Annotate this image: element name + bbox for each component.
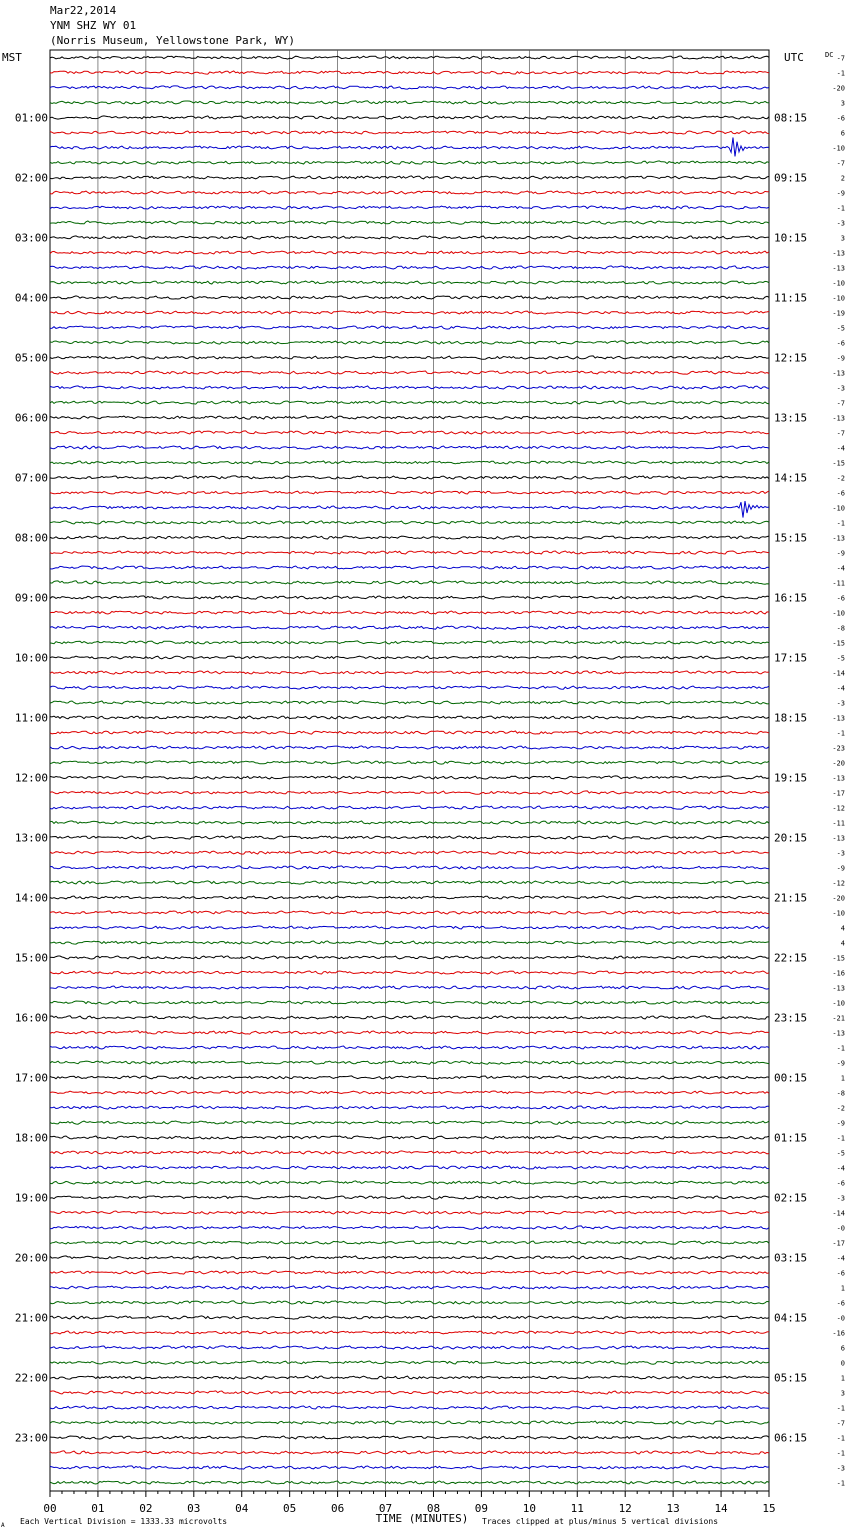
dc-offset-label: 1: [840, 1284, 845, 1293]
hour-label-mst: 10:00: [14, 651, 48, 665]
trace-line: [50, 131, 769, 134]
trace-line: [50, 956, 769, 959]
x-tick-label: 11: [570, 1502, 584, 1515]
dc-offset-label: -6: [836, 1269, 845, 1278]
trace-line: [50, 161, 769, 164]
trace-line: [50, 1376, 769, 1379]
hour-label-utc: 23:15: [774, 1011, 808, 1025]
dc-offset-label: -16: [832, 969, 845, 978]
hour-label-mst: 09:00: [14, 591, 48, 605]
hour-label-utc: 05:15: [774, 1371, 808, 1385]
trace-line: [50, 536, 769, 539]
trace-line: [50, 716, 769, 719]
trace-line: [50, 1256, 769, 1259]
traces: [50, 56, 769, 1484]
x-tick-label: 08: [426, 1502, 441, 1515]
dc-offset-label: -3: [836, 849, 845, 858]
trace-line: [50, 896, 769, 899]
x-tick-label: 15: [762, 1502, 776, 1515]
dc-offset-label: -1: [836, 1044, 845, 1053]
trace-line: [50, 221, 769, 224]
dc-offset-label: -0: [836, 1314, 845, 1323]
trace-line: [50, 566, 769, 569]
corner-mark: A: [1, 1522, 5, 1529]
dc-offset-label: -1: [836, 1404, 845, 1413]
trace-line: [50, 86, 769, 89]
dc-offset-label: -8: [836, 624, 845, 633]
trace-line: [50, 116, 769, 119]
hour-label-mst: 02:00: [14, 171, 48, 185]
dc-offset-label: -20: [832, 84, 845, 93]
dc-offset-label: -7: [836, 429, 845, 438]
trace-line: [50, 1031, 769, 1034]
x-tick-label: 10: [522, 1502, 536, 1515]
hour-label-utc: 06:15: [774, 1431, 808, 1445]
trace-line: [50, 1466, 769, 1469]
header-station: YNM SHZ WY 01: [50, 19, 137, 32]
hour-label-utc: 11:15: [774, 291, 808, 305]
dc-offset-label: 6: [840, 1344, 845, 1353]
dc-offset-label: -13: [832, 1029, 845, 1038]
dc-offset-label: -10: [832, 999, 845, 1008]
dc-offset-label: -2: [836, 1104, 845, 1113]
trace-line: [50, 791, 769, 794]
dc-offset-label: -12: [832, 879, 845, 888]
dc-offset-label: -6: [836, 1299, 845, 1308]
dc-offset-label: -14: [832, 1209, 845, 1218]
trace-line: [50, 866, 769, 869]
trace-line: [50, 671, 769, 674]
trace-line: [50, 1151, 769, 1154]
dc-offset-label: -13: [832, 414, 845, 423]
trace-line: [50, 1016, 769, 1019]
hour-label-mst: 20:00: [14, 1251, 48, 1265]
dc-offset-label: -4: [836, 1254, 845, 1263]
dc-offset-label: -21: [832, 1014, 845, 1023]
trace-line: [50, 1436, 769, 1439]
hour-label-mst: 19:00: [14, 1191, 48, 1205]
dc-offset-label: -13: [832, 984, 845, 993]
trace-line: [50, 401, 769, 404]
trace-line: [50, 776, 769, 779]
hour-label-utc: 21:15: [774, 891, 808, 905]
trace-line: [50, 416, 769, 419]
hour-label-mst: 16:00: [14, 1011, 48, 1025]
grid: [50, 50, 769, 1497]
hour-label-mst: 21:00: [14, 1311, 48, 1325]
trace-line: [50, 206, 769, 209]
dc-offset-label: -15: [832, 639, 845, 648]
trace-line: [50, 1286, 769, 1289]
dc-offset-label: -20: [832, 759, 845, 768]
hour-label-mst: 22:00: [14, 1371, 48, 1385]
hour-label-utc: 20:15: [774, 831, 808, 845]
dc-offset-label: -14: [832, 669, 845, 678]
scale-note: Each Vertical Division = 1333.33 microvolts: [20, 1517, 228, 1526]
trace-line: [50, 731, 769, 734]
dc-offset-label: 1: [840, 1074, 845, 1083]
clip-note: Traces clipped at plus/minus 5 vertical divisions: [482, 1517, 719, 1526]
trace-line: [50, 386, 769, 389]
hour-label-mst: 01:00: [14, 111, 48, 125]
trace-line: [50, 251, 769, 254]
trace-line: [50, 941, 769, 944]
trace-line: [50, 138, 769, 157]
dc-offset-label: -7: [836, 399, 845, 408]
dc-offset-label: -10: [832, 294, 845, 303]
dc-offset-label: -1: [836, 519, 845, 528]
trace-line: [50, 761, 769, 764]
trace-line: [50, 431, 769, 434]
trace-line: [50, 1346, 769, 1349]
dc-offset-label: -17: [832, 1239, 845, 1248]
hour-label-utc: 10:15: [774, 231, 808, 245]
dc-offset-label: -1: [836, 69, 845, 78]
trace-line: [50, 911, 769, 914]
dc-offset-label: 0: [840, 1359, 845, 1368]
x-tick-label: 03: [187, 1502, 201, 1515]
hour-label-utc: 02:15: [774, 1191, 808, 1205]
hour-label-mst: 11:00: [14, 711, 48, 725]
dc-offset-label: -11: [832, 819, 845, 828]
trace-line: [50, 881, 769, 884]
dc-offset-label: -3: [836, 219, 845, 228]
hour-label-utc: 14:15: [774, 471, 808, 485]
dc-offset-label: 3: [840, 99, 845, 108]
hour-label-mst: 17:00: [14, 1071, 48, 1085]
trace-line: [50, 1481, 769, 1484]
dc-offset-label: -10: [832, 279, 845, 288]
trace-line: [50, 1001, 769, 1004]
trace-line: [50, 266, 769, 269]
hour-label-utc: 03:15: [774, 1251, 808, 1265]
dc-offset-label: -16: [832, 1329, 845, 1338]
dc-offset-label: -17: [832, 789, 845, 798]
hour-label-utc: 12:15: [774, 351, 808, 365]
mst-axis-label: MST: [2, 51, 22, 64]
dc-offset-label: -13: [832, 249, 845, 258]
trace-line: [50, 1421, 769, 1424]
dc-offset-label: 2: [840, 174, 845, 183]
dc-offset-label: -6: [836, 594, 845, 603]
hour-label-mst: 05:00: [14, 351, 48, 365]
trace-line: [50, 1061, 769, 1064]
trace-line: [50, 1166, 769, 1169]
dc-offset-label: -10: [832, 504, 845, 513]
x-tick-label: 06: [330, 1502, 345, 1515]
dc-offset-label: -1: [836, 1134, 845, 1143]
trace-line: [50, 611, 769, 614]
trace-line: [50, 701, 769, 704]
trace-line: [50, 281, 769, 284]
dc-offset-label: -0: [836, 1224, 845, 1233]
trace-line: [50, 1361, 769, 1364]
hour-label-utc: 00:15: [774, 1071, 808, 1085]
dc-offset-label: -2: [836, 474, 845, 483]
hour-label-mst: 07:00: [14, 471, 48, 485]
x-tick-label: 01: [91, 1502, 105, 1515]
dc-offset-label: -19: [832, 309, 845, 318]
trace-line: [50, 1406, 769, 1409]
trace-line: [50, 656, 769, 659]
hour-label-mst: 04:00: [14, 291, 48, 305]
dc-offset-label: -1: [836, 1479, 845, 1488]
trace-line: [50, 176, 769, 179]
dc-offset-label: -3: [836, 1464, 845, 1473]
trace-line: [50, 236, 769, 239]
dc-offset-label: -13: [832, 534, 845, 543]
trace-line: [50, 1121, 769, 1124]
dc-offset-label: -11: [832, 579, 845, 588]
trace-line: [50, 821, 769, 824]
dc-offset-label: -1: [836, 1434, 845, 1443]
trace-line: [50, 101, 769, 104]
dc-offset-label: -6: [836, 339, 845, 348]
trace-line: [50, 836, 769, 839]
trace-line: [50, 581, 769, 584]
dc-offset-label: -13: [832, 264, 845, 273]
trace-line: [50, 926, 769, 929]
dc-offset-label: -10: [832, 144, 845, 153]
dc-offset-label: -7: [836, 54, 845, 63]
x-tick-label: 05: [283, 1502, 297, 1515]
trace-line: [50, 1106, 769, 1109]
dc-offset-label: -4: [836, 444, 845, 453]
x-tick-label: 14: [714, 1502, 728, 1515]
dc-offset-label: -7: [836, 159, 845, 168]
hour-label-mst: 15:00: [14, 951, 48, 965]
trace-line: [50, 1271, 769, 1274]
hour-label-utc: 13:15: [774, 411, 808, 425]
trace-line: [50, 1196, 769, 1199]
dc-offset-label: -15: [832, 954, 845, 963]
trace-line: [50, 851, 769, 854]
trace-line: [50, 1091, 769, 1094]
dc-offset-label: -9: [836, 864, 845, 873]
dc-offset-label: -6: [836, 1179, 845, 1188]
trace-line: [50, 686, 769, 689]
hour-label-utc: 08:15: [774, 111, 808, 125]
trace-line: [50, 626, 769, 629]
trace-line: [50, 1136, 769, 1139]
trace-line: [50, 491, 769, 494]
trace-line: [50, 1211, 769, 1214]
dc-offset-label: -3: [836, 699, 845, 708]
dc-offset-label: -9: [836, 189, 845, 198]
header-date: Mar22,2014: [50, 4, 117, 17]
trace-line: [50, 296, 769, 299]
trace-line: [50, 551, 769, 554]
hour-label-mst: 14:00: [14, 891, 48, 905]
hour-label-utc: 18:15: [774, 711, 808, 725]
dc-offset-label: -8: [836, 1089, 845, 1098]
trace-line: [50, 446, 769, 449]
dc-offset-label: 3: [840, 234, 845, 243]
hour-label-mst: 06:00: [14, 411, 48, 425]
hour-label-utc: 17:15: [774, 651, 808, 665]
dc-offset-label: -9: [836, 1059, 845, 1068]
hour-label-mst: 12:00: [14, 771, 48, 785]
dc-offset-label: -4: [836, 1164, 845, 1173]
labels: [1, 51, 845, 1529]
trace-line: [50, 521, 769, 524]
dc-offset-label: -7: [836, 1419, 845, 1428]
hour-label-utc: 04:15: [774, 1311, 808, 1325]
dc-offset-label: -3: [836, 1194, 845, 1203]
trace-line: [50, 986, 769, 989]
dc-offset-label: -15: [832, 459, 845, 468]
trace-line: [50, 1046, 769, 1049]
trace-line: [50, 806, 769, 809]
dc-offset-label: -1: [836, 1449, 845, 1458]
dc-offset-label: -10: [832, 909, 845, 918]
trace-line: [50, 461, 769, 464]
trace-line: [50, 641, 769, 644]
x-tick-label: 07: [378, 1502, 393, 1515]
hour-label-utc: 01:15: [774, 1131, 808, 1145]
dc-offset-label: -6: [836, 489, 845, 498]
trace-line: [50, 341, 769, 344]
dc-offset-label: 4: [840, 924, 845, 933]
trace-line: [50, 56, 769, 59]
trace-line: [50, 356, 769, 359]
dc-offset-label: -13: [832, 834, 845, 843]
trace-line: [50, 971, 769, 974]
dc-offset-label: -1: [836, 729, 845, 738]
hour-label-utc: 15:15: [774, 531, 808, 545]
trace-line: [50, 71, 769, 74]
trace-line: [50, 1241, 769, 1244]
dc-offset-label: -9: [836, 1119, 845, 1128]
x-tick-label: 04: [235, 1502, 249, 1515]
utc-axis-label: UTC: [784, 51, 804, 64]
hour-label-utc: 19:15: [774, 771, 808, 785]
dc-offset-label: -13: [832, 774, 845, 783]
trace-line: [50, 191, 769, 194]
dc-offset-label: -4: [836, 684, 845, 693]
x-tick-label: 09: [474, 1502, 489, 1515]
header-location: (Norris Museum, Yellowstone Park, WY): [50, 34, 296, 47]
dc-offset-label: -12: [832, 804, 845, 813]
dc-offset-label: -4: [836, 564, 845, 573]
trace-line: [50, 1316, 769, 1319]
dc-offset-label: -23: [832, 744, 845, 753]
dc-offset-label: 1: [840, 1374, 845, 1383]
trace-line: [50, 311, 769, 314]
dc-offset-label: -9: [836, 354, 845, 363]
hour-label-mst: 03:00: [14, 231, 48, 245]
dc-offset-label: -5: [836, 324, 845, 333]
x-tick-label: 12: [618, 1502, 632, 1515]
dc-offset-label: -5: [836, 654, 845, 663]
hour-label-mst: 23:00: [14, 1431, 48, 1445]
trace-line: [50, 1301, 769, 1304]
hour-label-mst: 08:00: [14, 531, 48, 545]
dc-offset-label: -13: [832, 714, 845, 723]
dc-offset-label: -9: [836, 549, 845, 558]
hour-label-mst: 13:00: [14, 831, 48, 845]
x-axis-label: TIME (MINUTES): [375, 1512, 469, 1525]
hour-label-utc: 16:15: [774, 591, 808, 605]
hour-label-utc: 09:15: [774, 171, 808, 185]
x-tick-label: 02: [139, 1502, 153, 1515]
trace-line: [50, 1076, 769, 1079]
x-tick-label: 13: [666, 1502, 680, 1515]
dc-offset-label: -10: [832, 609, 845, 618]
dc-offset-label: -1: [836, 204, 845, 213]
trace-line: [50, 1451, 769, 1454]
trace-line: [50, 1331, 769, 1334]
dc-offset-label: 3: [840, 1389, 845, 1398]
trace-line: [50, 326, 769, 329]
trace-line: [50, 596, 769, 599]
hour-label-mst: 18:00: [14, 1131, 48, 1145]
hour-label-utc: 22:15: [774, 951, 808, 965]
trace-line: [50, 746, 769, 749]
trace-line: [50, 371, 769, 374]
trace-line: [50, 1181, 769, 1184]
trace-line: [50, 1391, 769, 1394]
trace-line: [50, 476, 769, 479]
dc-offset-label: 6: [840, 129, 845, 138]
dc-offset-label: -13: [832, 369, 845, 378]
trace-line: [50, 501, 769, 517]
dc-label: DC: [825, 51, 834, 59]
dc-offset-label: 4: [840, 939, 845, 948]
trace-line: [50, 1226, 769, 1229]
dc-offset-label: -20: [832, 894, 845, 903]
dc-offset-label: -3: [836, 384, 845, 393]
x-tick-label: 00: [43, 1502, 57, 1515]
dc-offset-label: -6: [836, 114, 845, 123]
dc-offset-label: -5: [836, 1149, 845, 1158]
